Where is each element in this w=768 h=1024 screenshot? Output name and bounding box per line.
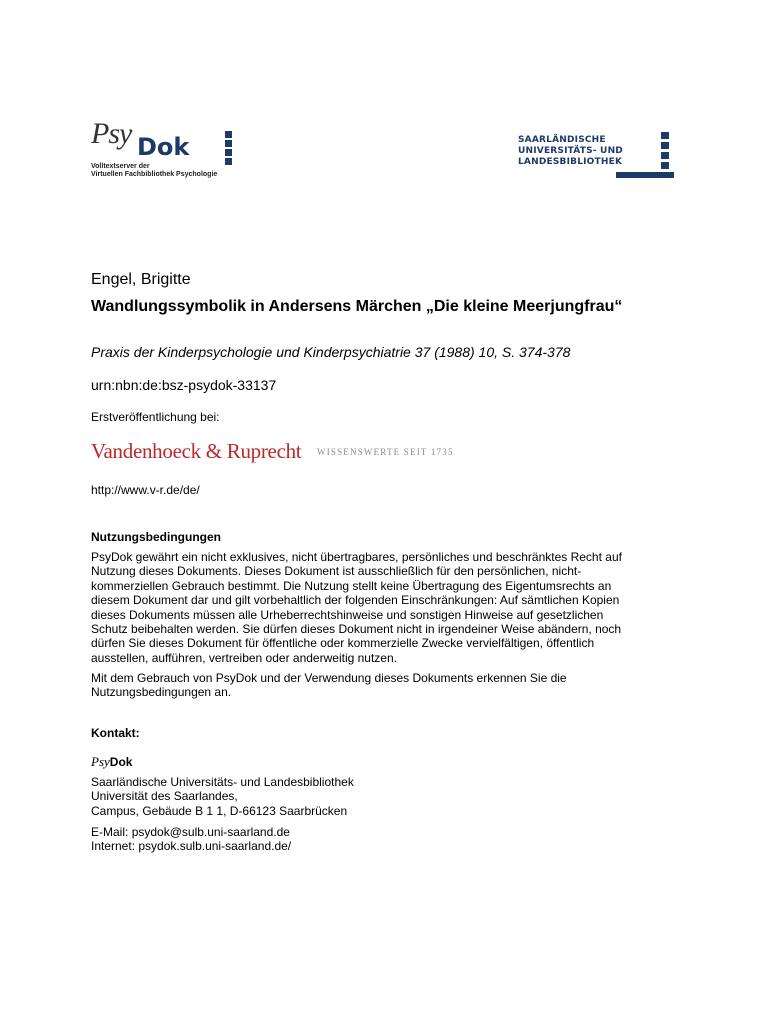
internet-line [91, 839, 291, 853]
terms-line: ausstellen, aufführen, vertreiben oder anderweitig nutzen. [91, 650, 397, 665]
address-line: Saarländische Universitäts- und Landesbibliothek [91, 775, 354, 789]
contact-brand-psy: Psy [91, 754, 110, 769]
terms-line: PsyDok gewährt ein nicht exklusives, nicht übertragbares, persönliches und beschränktes Recht auf [91, 550, 622, 564]
address-line: Universität des Saarlandes, [91, 789, 238, 804]
terms-line: Schutz beibehalten werden. Sie dürfen dieses Dokument nicht in irgendeiner Weise abändern, noch [91, 622, 622, 637]
logo-square-icon [225, 140, 232, 147]
contact-links [91, 825, 291, 854]
first-publication-label: Erstveröffentlichung bei: [91, 410, 220, 424]
terms-line: dieses Dokuments müssen alle Urheberrechtshinweise und sonstigen Hinweise auf gesetzlichen [91, 607, 604, 622]
logo-square-icon [661, 132, 669, 139]
terms-paragraph-2 [91, 671, 676, 700]
logo-square-icon [225, 149, 232, 156]
logo-square-icon [225, 158, 232, 165]
urn-identifier: urn:nbn:de:bsz-psydok-33137 [91, 377, 277, 393]
document-title: Wandlungssymbolik in Andersens Märchen „Die kleine Meerjungfrau“ [91, 298, 623, 315]
psydok-subtitle-line: Volltextserver der [91, 163, 150, 170]
publisher-logo [91, 439, 491, 469]
terms-paragraph-1 [91, 550, 676, 665]
terms-line: diesem Dokument dar und gilt vorbehaltlich der folgenden Einschränkungen: Auf sämtlichen Kopien [91, 593, 620, 608]
sulb-logo-line: LANDESBIBLIOTHEK [518, 157, 623, 167]
address-line: Campus, Gebäude B 1 1, D-66123 Saarbrücken [91, 803, 348, 818]
sulb-logo-line: UNIVERSITÄTS- UND [518, 146, 623, 156]
journal-citation: Praxis der Kinderpsychologie und Kinderpsychiatrie 37 (1988) 10, S. 374-378 [91, 344, 571, 360]
logo-square-icon [661, 152, 669, 159]
author-name: Engel, Brigitte [91, 271, 191, 288]
terms-heading: Nutzungsbedingungen [91, 530, 221, 544]
terms-line: Nutzung dieses Dokuments. Dieses Dokument ist ausschließlich für den persönlichen, nicht- [91, 564, 582, 579]
email-line [91, 825, 291, 839]
logo-square-icon [661, 162, 669, 169]
logo-square-icon [225, 131, 232, 138]
internet-link[interactable]: psydok.sulb.uni-saarland.de/ [138, 839, 292, 854]
contact-address [91, 775, 354, 818]
contact-brand [91, 754, 132, 770]
terms-line: Nutzungsbedingungen an. [91, 685, 232, 700]
psydok-logo [91, 117, 241, 183]
publisher-logo-name: Vandenhoeck & Ruprecht [91, 439, 302, 463]
psydok-subtitle-line: Virtuellen Fachbibliothek Psychologie [91, 171, 218, 178]
contact-heading: Kontakt: [91, 726, 140, 740]
psydok-logo-subtitle [91, 163, 217, 179]
sulb-logo-text [518, 135, 623, 168]
terms-line: dürfen Sie dieses Dokument für öffentliche oder kommerzielle Zwecke vervielfältigen, öffentlich [91, 636, 595, 651]
sulb-logo-bar [616, 172, 674, 178]
sulb-logo [518, 132, 678, 182]
logo-square-icon [661, 142, 669, 149]
sulb-logo-line: SAARLÄNDISCHE [518, 135, 606, 145]
publisher-url-link[interactable]: http://www.v-r.de/de/ [91, 483, 200, 497]
contact-brand-dok: Dok [109, 755, 133, 769]
psydok-logo-dok: Dok [137, 133, 190, 161]
internet-label: Internet: [91, 839, 136, 854]
email-label: E-Mail: [91, 825, 129, 839]
terms-line: Mit dem Gebrauch von PsyDok und der Verwendung dieses Dokuments erkennen Sie die [91, 671, 567, 685]
publisher-logo-tagline: WISSENSWERTE SEIT 1735 [317, 447, 454, 457]
psydok-logo-psy: Psy [91, 117, 132, 150]
email-link[interactable]: psydok@sulb.uni-saarland.de [131, 825, 290, 839]
terms-line: kommerziellen Gebrauch bestimmt. Die Nutzung stellt keine Übertragung des Eigentumsrechts an [91, 578, 612, 593]
